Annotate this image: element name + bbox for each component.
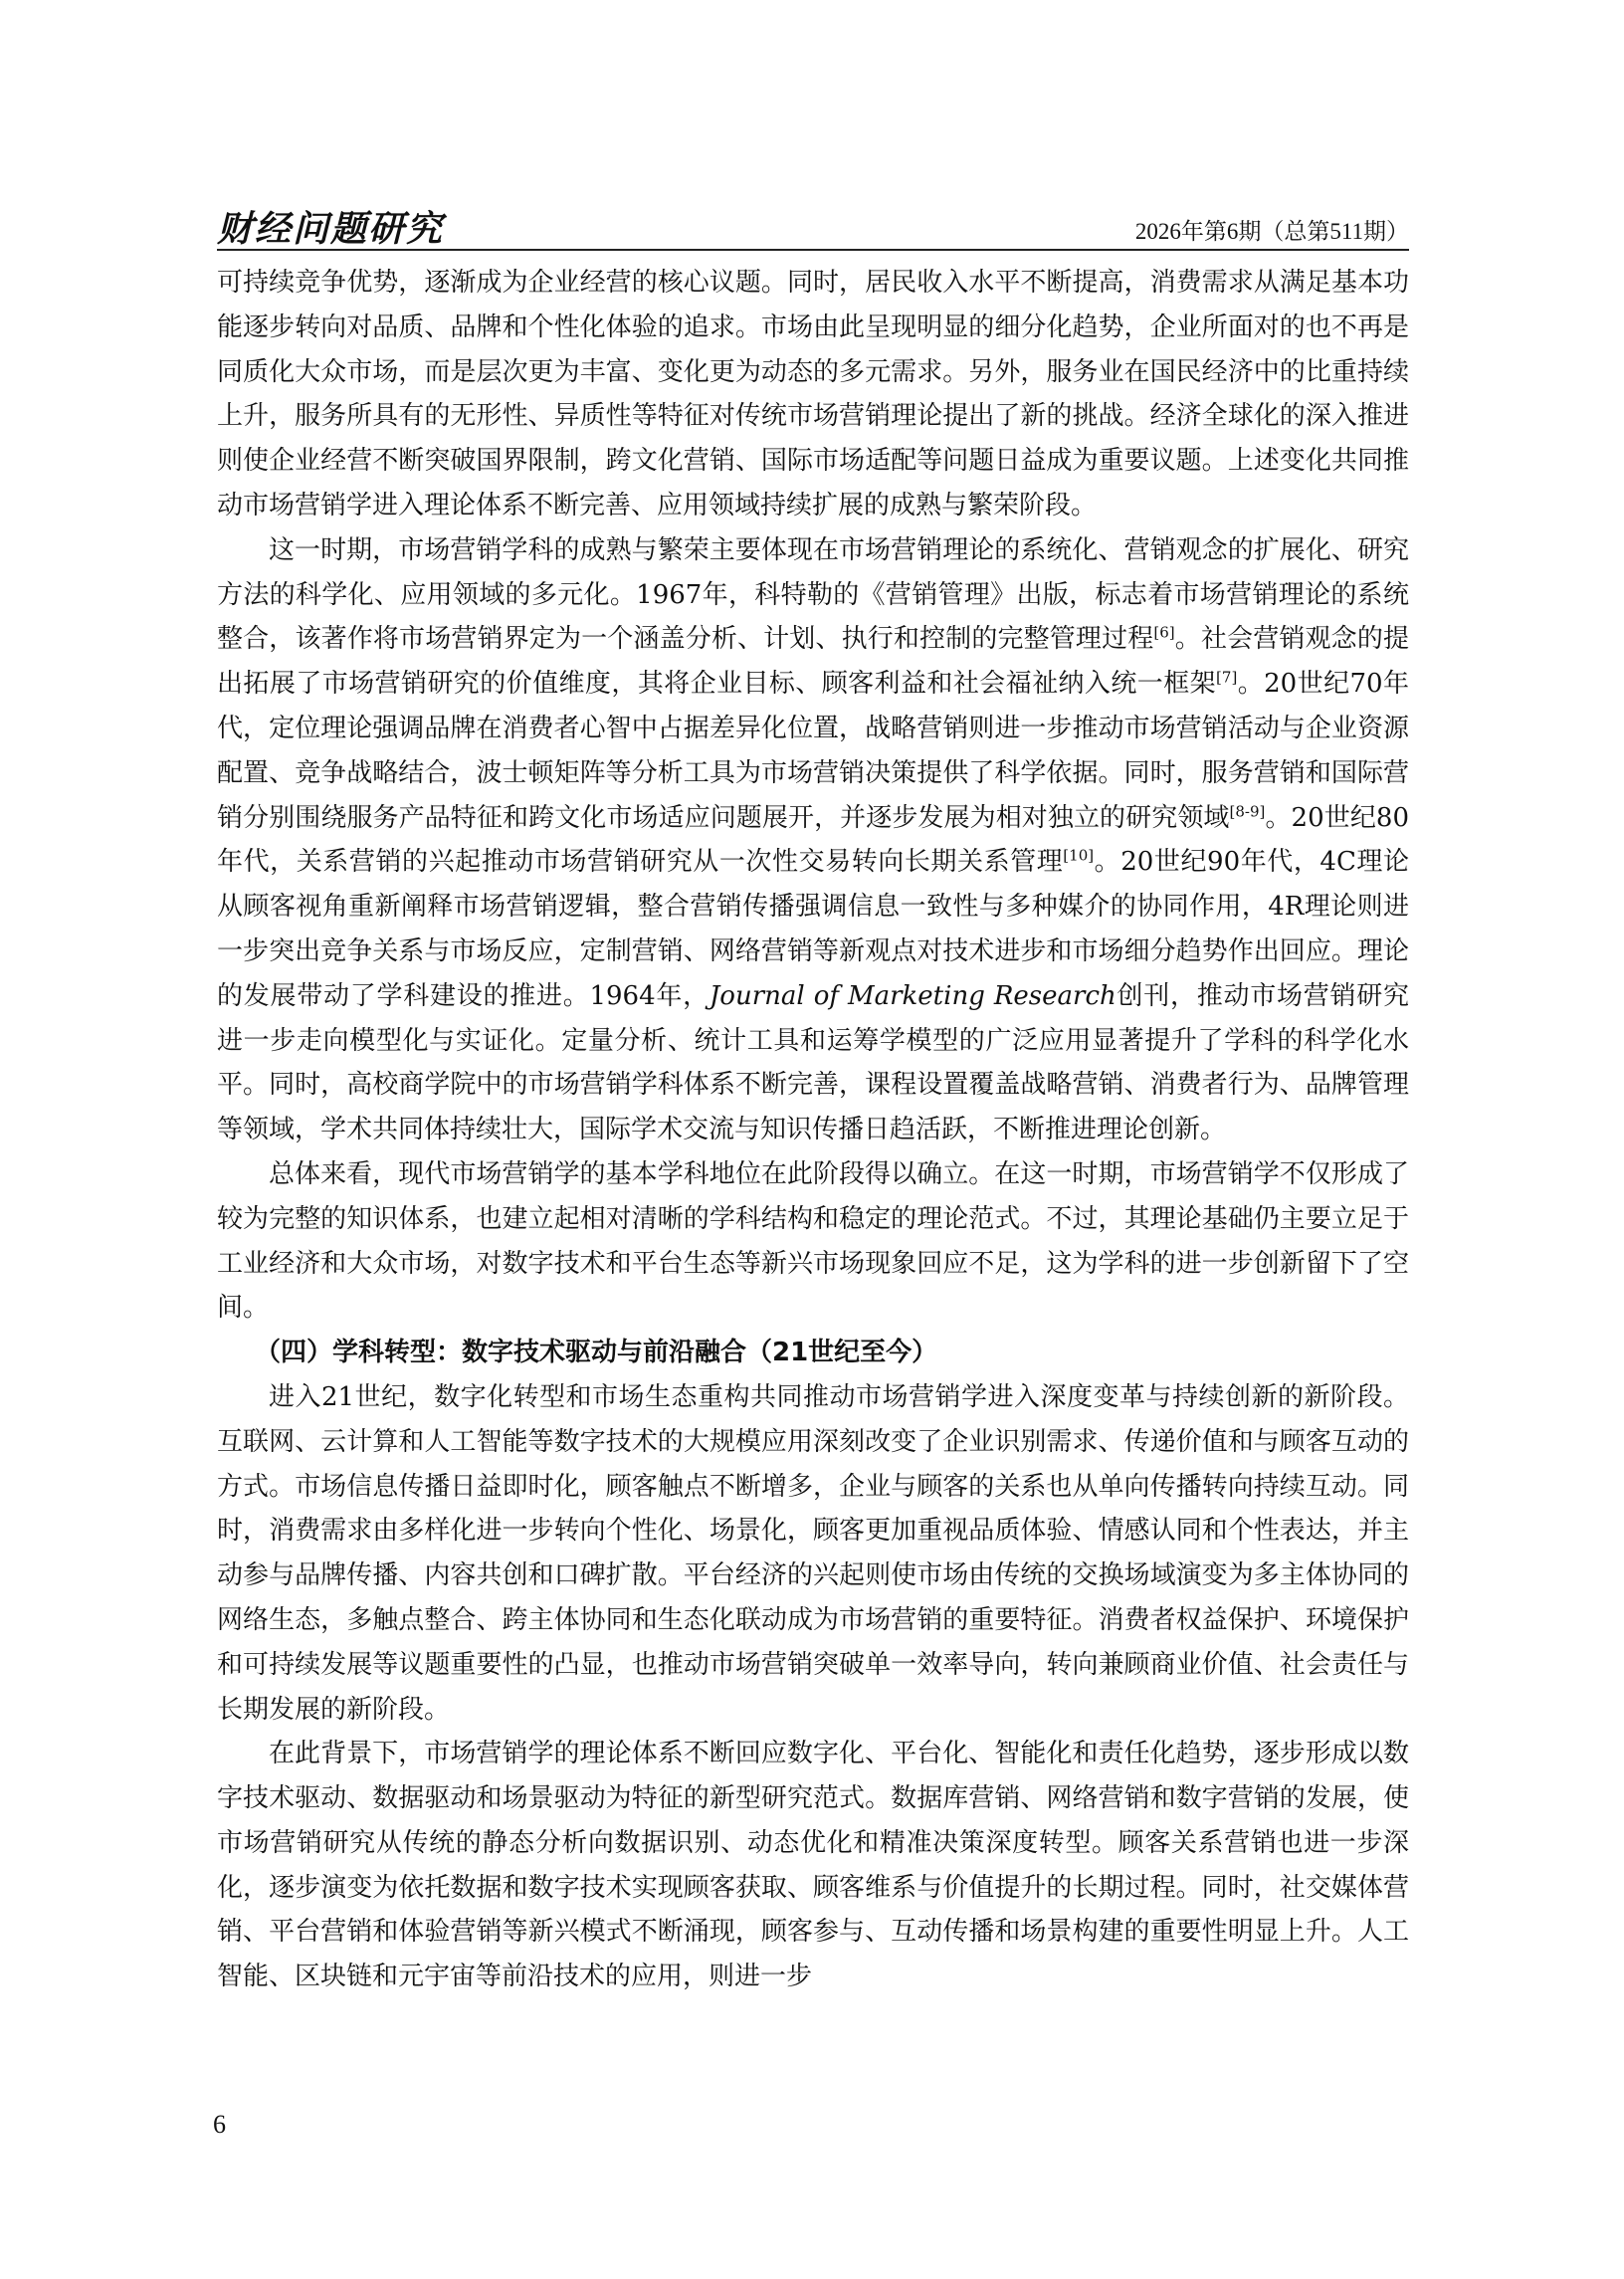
journal-title: Journal of Marketing Research — [709, 980, 1116, 1011]
paragraph-text: （四）学科转型：数字技术驱动与前沿融合（21世纪至今） — [255, 1338, 938, 1368]
page-number: 6 — [213, 2110, 226, 2139]
issue-info: 2026年第6期（总第511期） — [1134, 219, 1409, 244]
body-paragraph — [217, 1375, 1409, 1732]
journal-name-logo: 财经问题研究 — [217, 208, 445, 250]
body-paragraph — [217, 1732, 1409, 1999]
citation-ref: [6] — [1153, 623, 1175, 642]
paragraph-text: 创刊，推动市场营销研究进一步走向模型化与实证化。定量分析、统计工具和运筹学模型的广泛应用显著提升了学科的科学化水平。同时，高校商学院中的市场营销学科体系不断完善，课程设置覆盖战略营销、消费者行为、品牌管理等领域，学术共同体持续壮大，国际学术交流与知识传播日趋活跃，不断推进理论创新。 — [217, 980, 1409, 1145]
body-paragraph — [217, 528, 1409, 1152]
paragraph-text: 。20世纪90年代，4C理论从顾客视角重新阐释市场营销逻辑，整合营销传播强调信息一致性与多种媒介的协同作用，4R理论则进一步突出竞争关系与市场反应，定制营销、网络营销等新观点对技术进步和市场细分趋势作出回应。理论的发展带动了学科建设的推进。1964年， — [217, 847, 1409, 1011]
citation-ref: [8-9] — [1229, 801, 1266, 820]
section-heading — [217, 1331, 1409, 1375]
paragraph-text: 这一时期，市场营销学科的成熟与繁荣主要体现在市场营销理论的系统化、营销观念的扩展化、研究方法的科学化、应用领域的多元化。1967年，科特勒的《营销管理》出版，标志着市场营销理论的系统整合，该著作将市场营销界定为一个涵盖分析、计划、执行和控制的完整管理过程 — [217, 534, 1409, 655]
paragraph-text: 在此背景下，市场营销学的理论体系不断回应数字化、平台化、智能化和责任化趋势，逐步形成以数字技术驱动、数据驱动和场景驱动为特征的新型研究范式。数据库营销、网络营销和数字营销的发展，使市场营销研究从传统的静态分析向数据识别、动态优化和精准决策深度转型。顾客关系营销也进一步深化，逐步演变为依托数据和数字技术实现顾客获取、顾客维系与价值提升的长期过程。同时，社交媒体营销、平台营销和体验营销等新兴模式不断涌现，顾客参与、互动传播和场景构建的重要性明显上升。人工智能、区块链和元宇宙等前沿技术的应用，则进一步 — [217, 1739, 1409, 1992]
paragraph-text: 。20世纪70年代，定位理论强调品牌在消费者心智中占据差异化位置，战略营销则进一步推动市场营销活动与企业资源配置、竞争战略结合，波士顿矩阵等分析工具为市场营销决策提供了科学依据。同时，服务营销和国际营销分别围绕服务产品特征和跨文化市场适应问题展开，并逐步发展为相对独立的研究领域 — [217, 669, 1409, 833]
paragraph-text: 进入21世纪，数字化转型和市场生态重构共同推动市场营销学进入深度变革与持续创新的新阶段。互联网、云计算和人工智能等数字技术的大规模应用深刻改变了企业识别需求、传递价值和与顾客互动的方式。市场信息传播日益即时化，顾客触点不断增多，企业与顾客的关系也从单向传播转向持续互动。同时，消费需求由多样化进一步转向个性化、场景化，顾客更加重视品质体验、情感认同和个性表达，并主动参与品牌传播、内容共创和口碑扩散。平台经济的兴起则使市场由传统的交换场域演变为多主体协同的网络生态，多触点整合、跨主体协同和生态化联动成为市场营销的重要特征。消费者权益保护、环境保护和可持续发展等议题重要性的凸显，也推动市场营销突破单一效率导向，转向兼顾商业价值、社会责任与长期发展的新阶段。 — [217, 1381, 1409, 1725]
paragraph-text: 可持续竞争优势，逐渐成为企业经营的核心议题。同时，居民收入水平不断提高，消费需求从满足基本功能逐步转向对品质、品牌和个性化体验的追求。市场由此呈现明显的细分化趋势，企业所面对的也不再是同质化大众市场，而是层次更为丰富、变化更为动态的多元需求。另外，服务业在国民经济中的比重持续上升，服务所具有的无形性、异质性等特征对传统市场营销理论提出了新的挑战。经济全球化的深入推进则使企业经营不断突破国界限制，跨文化营销、国际市场适配等问题日益成为重要议题。上述变化共同推动市场营销学进入理论体系不断完善、应用领域持续扩展的成熟与繁荣阶段。 — [217, 268, 1409, 520]
paragraph-text: 总体来看，现代市场营销学的基本学科地位在此阶段得以确立。在这一时期，市场营销学不仅形成了较为完整的知识体系，也建立起相对清晰的学科结构和稳定的理论范式。不过，其理论基础仍主要立足于工业经济和大众市场，对数字技术和平台生态等新兴市场现象回应不足，这为学科的进一步创新留下了空间。 — [217, 1158, 1409, 1324]
citation-ref: [10] — [1063, 846, 1095, 865]
citation-ref: [7] — [1216, 668, 1238, 687]
paragraph-text: 。20世纪80年代，关系营销的兴起推动市场营销研究从一次性交易转向长期关系管理 — [217, 802, 1409, 878]
body-paragraph — [217, 261, 1409, 528]
header-divider — [217, 249, 1409, 251]
article-body — [217, 261, 1409, 1999]
page-header — [217, 199, 1409, 250]
body-paragraph — [217, 1152, 1409, 1331]
paragraph-text: 。社会营销观念的提出拓展了市场营销研究的价值维度，其将企业目标、顾客利益和社会福祉纳入统一框架 — [217, 624, 1409, 700]
